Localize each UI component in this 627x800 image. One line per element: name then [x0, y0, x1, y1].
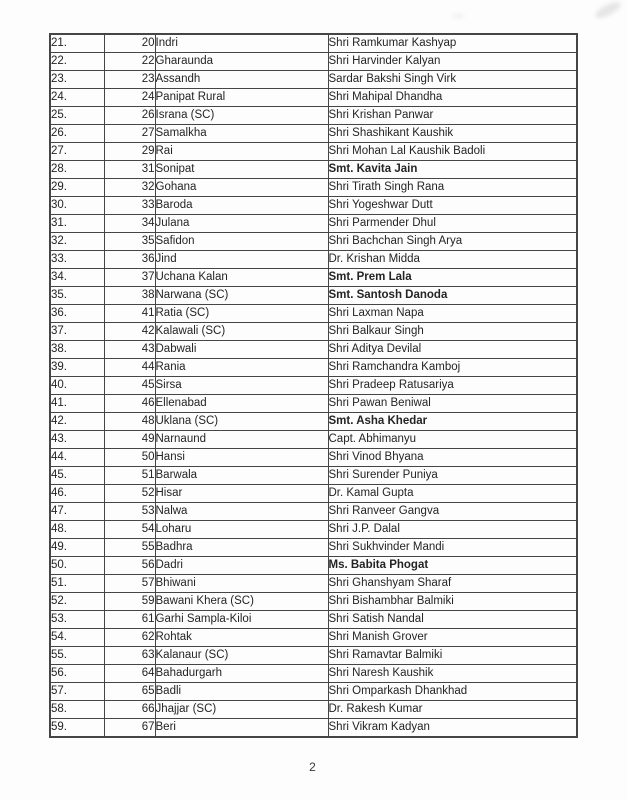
constituency-number-cell: 53: [104, 503, 155, 521]
constituency-number-cell: 66: [104, 701, 155, 719]
constituency-number-cell: 31: [104, 161, 155, 179]
serial-number-cell: 47.: [50, 503, 104, 521]
scan-artifact: [452, 14, 464, 18]
constituency-number-cell: 38: [104, 287, 155, 305]
constituency-number-cell: 67: [104, 719, 155, 738]
serial-number-cell: 32.: [50, 233, 104, 251]
serial-number-cell: 40.: [50, 377, 104, 395]
constituency-number-cell: 36: [104, 251, 155, 269]
serial-number-cell: 28.: [50, 161, 104, 179]
table-row: [50, 53, 577, 71]
serial-number-cell: 55.: [50, 647, 104, 665]
constituency-number-cell: 26: [104, 107, 155, 125]
constituency-name-cell: Bahadurgarh: [155, 665, 328, 683]
constituency-number-cell: 55: [104, 539, 155, 557]
candidate-name-cell: Dr. Rakesh Kumar: [328, 701, 577, 719]
table-row: [50, 34, 577, 53]
constituency-name-cell: Beri: [155, 719, 328, 738]
candidate-name-cell: Shri Mohan Lal Kaushik Badoli: [328, 143, 577, 161]
constituency-name-cell: Narnaund: [155, 431, 328, 449]
serial-number-cell: 59.: [50, 719, 104, 738]
candidate-name-cell: Shri Omparkash Dhankhad: [328, 683, 577, 701]
candidate-name-cell: Shri Vinod Bhyana: [328, 449, 577, 467]
serial-number-cell: 51.: [50, 575, 104, 593]
candidate-name-cell: Shri Surender Puniya: [328, 467, 577, 485]
constituency-name-cell: Jhajjar (SC): [155, 701, 328, 719]
candidate-name-cell: Shri Pawan Beniwal: [328, 395, 577, 413]
table-row: [50, 521, 577, 539]
serial-number-cell: 52.: [50, 593, 104, 611]
constituency-name-cell: Samalkha: [155, 125, 328, 143]
table-row: [50, 377, 577, 395]
table-row: [50, 467, 577, 485]
table-row: [50, 287, 577, 305]
serial-number-cell: 35.: [50, 287, 104, 305]
candidate-name-cell: Shri Harvinder Kalyan: [328, 53, 577, 71]
constituency-number-cell: 32: [104, 179, 155, 197]
constituency-number-cell: 41: [104, 305, 155, 323]
candidate-name-cell: Shri Sukhvinder Mandi: [328, 539, 577, 557]
candidate-name-cell: Shri Satish Nandal: [328, 611, 577, 629]
serial-number-cell: 41.: [50, 395, 104, 413]
table-row: [50, 233, 577, 251]
constituency-number-cell: 59: [104, 593, 155, 611]
constituency-number-cell: 33: [104, 197, 155, 215]
constituency-name-cell: Bawani Khera (SC): [155, 593, 328, 611]
table-row: [50, 719, 577, 738]
table-row: [50, 395, 577, 413]
serial-number-cell: 43.: [50, 431, 104, 449]
table-row: [50, 197, 577, 215]
serial-number-cell: 36.: [50, 305, 104, 323]
serial-number-cell: 49.: [50, 539, 104, 557]
table-row: [50, 575, 577, 593]
serial-number-cell: 31.: [50, 215, 104, 233]
table-row: [50, 629, 577, 647]
constituency-name-cell: Ratia (SC): [155, 305, 328, 323]
constituency-name-cell: Ellenabad: [155, 395, 328, 413]
constituency-number-cell: 65: [104, 683, 155, 701]
candidate-name-cell: Shri Tirath Singh Rana: [328, 179, 577, 197]
serial-number-cell: 38.: [50, 341, 104, 359]
table-row: [50, 161, 577, 179]
candidate-name-cell: Shri Krishan Panwar: [328, 107, 577, 125]
constituency-name-cell: Nalwa: [155, 503, 328, 521]
constituency-number-cell: 46: [104, 395, 155, 413]
table-row: [50, 251, 577, 269]
candidate-name-cell: Sardar Bakshi Singh Virk: [328, 71, 577, 89]
table-row: [50, 269, 577, 287]
constituency-number-cell: 50: [104, 449, 155, 467]
candidate-name-cell: Shri Mahipal Dhandha: [328, 89, 577, 107]
serial-number-cell: 48.: [50, 521, 104, 539]
constituency-number-cell: 62: [104, 629, 155, 647]
candidate-name-cell: Smt. Kavita Jain: [328, 161, 577, 179]
constituency-number-cell: 27: [104, 125, 155, 143]
candidate-name-cell: Shri Manish Grover: [328, 629, 577, 647]
constituency-number-cell: 48: [104, 413, 155, 431]
table-row: [50, 485, 577, 503]
constituency-name-cell: Bhiwani: [155, 575, 328, 593]
candidate-name-cell: Smt. Asha Khedar: [328, 413, 577, 431]
table-row: [50, 71, 577, 89]
candidate-name-cell: Shri Pradeep Ratusariya: [328, 377, 577, 395]
serial-number-cell: 27.: [50, 143, 104, 161]
constituency-name-cell: Israna (SC): [155, 107, 328, 125]
constituency-number-cell: 64: [104, 665, 155, 683]
serial-number-cell: 24.: [50, 89, 104, 107]
candidate-name-cell: Dr. Kamal Gupta: [328, 485, 577, 503]
serial-number-cell: 26.: [50, 125, 104, 143]
table-row: [50, 683, 577, 701]
table-row: [50, 611, 577, 629]
serial-number-cell: 37.: [50, 323, 104, 341]
candidate-name-cell: Smt. Santosh Danoda: [328, 287, 577, 305]
serial-number-cell: 44.: [50, 449, 104, 467]
candidates-table-body: [50, 34, 577, 737]
serial-number-cell: 58.: [50, 701, 104, 719]
scan-artifact: [593, 0, 622, 21]
table-row: [50, 539, 577, 557]
candidate-name-cell: Smt. Prem Lala: [328, 269, 577, 287]
serial-number-cell: 39.: [50, 359, 104, 377]
candidate-name-cell: Shri Laxman Napa: [328, 305, 577, 323]
candidate-name-cell: Shri Vikram Kadyan: [328, 719, 577, 738]
constituency-name-cell: Dadri: [155, 557, 328, 575]
serial-number-cell: 57.: [50, 683, 104, 701]
constituency-name-cell: Gohana: [155, 179, 328, 197]
constituency-name-cell: Rai: [155, 143, 328, 161]
serial-number-cell: 33.: [50, 251, 104, 269]
serial-number-cell: 29.: [50, 179, 104, 197]
constituency-number-cell: 35: [104, 233, 155, 251]
serial-number-cell: 30.: [50, 197, 104, 215]
table-row: [50, 413, 577, 431]
constituency-name-cell: Kalanaur (SC): [155, 647, 328, 665]
constituency-number-cell: 24: [104, 89, 155, 107]
candidate-name-cell: Shri Ghanshyam Sharaf: [328, 575, 577, 593]
constituency-number-cell: 37: [104, 269, 155, 287]
constituency-number-cell: 52: [104, 485, 155, 503]
candidate-name-cell: Shri Naresh Kaushik: [328, 665, 577, 683]
constituency-name-cell: Hansi: [155, 449, 328, 467]
constituency-name-cell: Gharaunda: [155, 53, 328, 71]
constituency-name-cell: Uklana (SC): [155, 413, 328, 431]
constituency-number-cell: 23: [104, 71, 155, 89]
serial-number-cell: 34.: [50, 269, 104, 287]
constituency-name-cell: Jind: [155, 251, 328, 269]
constituency-name-cell: Rania: [155, 359, 328, 377]
constituency-number-cell: 42: [104, 323, 155, 341]
table-row: [50, 359, 577, 377]
candidate-name-cell: Dr. Krishan Midda: [328, 251, 577, 269]
candidate-name-cell: Shri Bishambhar Balmiki: [328, 593, 577, 611]
table-row: [50, 647, 577, 665]
table-row: [50, 107, 577, 125]
constituency-name-cell: Barwala: [155, 467, 328, 485]
constituency-name-cell: Kalawali (SC): [155, 323, 328, 341]
table-row: [50, 341, 577, 359]
candidate-name-cell: Shri Bachchan Singh Arya: [328, 233, 577, 251]
serial-number-cell: 50.: [50, 557, 104, 575]
candidate-name-cell: Shri Ramavtar Balmiki: [328, 647, 577, 665]
page-number: 2: [309, 760, 316, 774]
candidate-name-cell: Ms. Babita Phogat: [328, 557, 577, 575]
table-row: [50, 557, 577, 575]
constituency-number-cell: 44: [104, 359, 155, 377]
constituency-number-cell: 22: [104, 53, 155, 71]
serial-number-cell: 45.: [50, 467, 104, 485]
serial-number-cell: 25.: [50, 107, 104, 125]
constituency-number-cell: 61: [104, 611, 155, 629]
candidates-table: [49, 33, 578, 738]
constituency-name-cell: Rohtak: [155, 629, 328, 647]
constituency-name-cell: Assandh: [155, 71, 328, 89]
table-row: [50, 449, 577, 467]
candidate-name-cell: Shri Aditya Devilal: [328, 341, 577, 359]
table-row: [50, 431, 577, 449]
serial-number-cell: 46.: [50, 485, 104, 503]
constituency-name-cell: Sonipat: [155, 161, 328, 179]
constituency-name-cell: Garhi Sampla-Kiloi: [155, 611, 328, 629]
serial-number-cell: 53.: [50, 611, 104, 629]
candidate-name-cell: Shri Parmender Dhul: [328, 215, 577, 233]
constituency-number-cell: 56: [104, 557, 155, 575]
table-row: [50, 215, 577, 233]
table-row: [50, 305, 577, 323]
table-row: [50, 125, 577, 143]
serial-number-cell: 22.: [50, 53, 104, 71]
candidate-name-cell: Shri J.P. Dalal: [328, 521, 577, 539]
constituency-name-cell: Badli: [155, 683, 328, 701]
constituency-number-cell: 57: [104, 575, 155, 593]
constituency-number-cell: 54: [104, 521, 155, 539]
constituency-number-cell: 43: [104, 341, 155, 359]
candidate-name-cell: Shri Yogeshwar Dutt: [328, 197, 577, 215]
serial-number-cell: 23.: [50, 71, 104, 89]
constituency-name-cell: Julana: [155, 215, 328, 233]
table-row: [50, 323, 577, 341]
candidate-name-cell: Capt. Abhimanyu: [328, 431, 577, 449]
table-row: [50, 503, 577, 521]
candidate-name-cell: Shri Ramchandra Kamboj: [328, 359, 577, 377]
constituency-number-cell: 49: [104, 431, 155, 449]
constituency-name-cell: Uchana Kalan: [155, 269, 328, 287]
constituency-name-cell: Dabwali: [155, 341, 328, 359]
constituency-number-cell: 29: [104, 143, 155, 161]
table-row: [50, 143, 577, 161]
constituency-name-cell: Safidon: [155, 233, 328, 251]
constituency-name-cell: Baroda: [155, 197, 328, 215]
table-row: [50, 89, 577, 107]
constituency-name-cell: Loharu: [155, 521, 328, 539]
candidate-name-cell: Shri Ramkumar Kashyap: [328, 34, 577, 53]
serial-number-cell: 56.: [50, 665, 104, 683]
constituency-number-cell: 51: [104, 467, 155, 485]
constituency-name-cell: Hisar: [155, 485, 328, 503]
constituency-name-cell: Badhra: [155, 539, 328, 557]
candidate-name-cell: Shri Balkaur Singh: [328, 323, 577, 341]
constituency-number-cell: 20: [104, 34, 155, 53]
candidate-name-cell: Shri Ranveer Gangva: [328, 503, 577, 521]
constituency-name-cell: Narwana (SC): [155, 287, 328, 305]
table-row: [50, 179, 577, 197]
table-row: [50, 701, 577, 719]
serial-number-cell: 21.: [50, 34, 104, 53]
constituency-name-cell: Sirsa: [155, 377, 328, 395]
constituency-number-cell: 63: [104, 647, 155, 665]
candidate-name-cell: Shri Shashikant Kaushik: [328, 125, 577, 143]
constituency-number-cell: 45: [104, 377, 155, 395]
table-row: [50, 665, 577, 683]
constituency-name-cell: Indri: [155, 34, 328, 53]
serial-number-cell: 42.: [50, 413, 104, 431]
serial-number-cell: 54.: [50, 629, 104, 647]
table-row: [50, 593, 577, 611]
constituency-number-cell: 34: [104, 215, 155, 233]
constituency-name-cell: Panipat Rural: [155, 89, 328, 107]
